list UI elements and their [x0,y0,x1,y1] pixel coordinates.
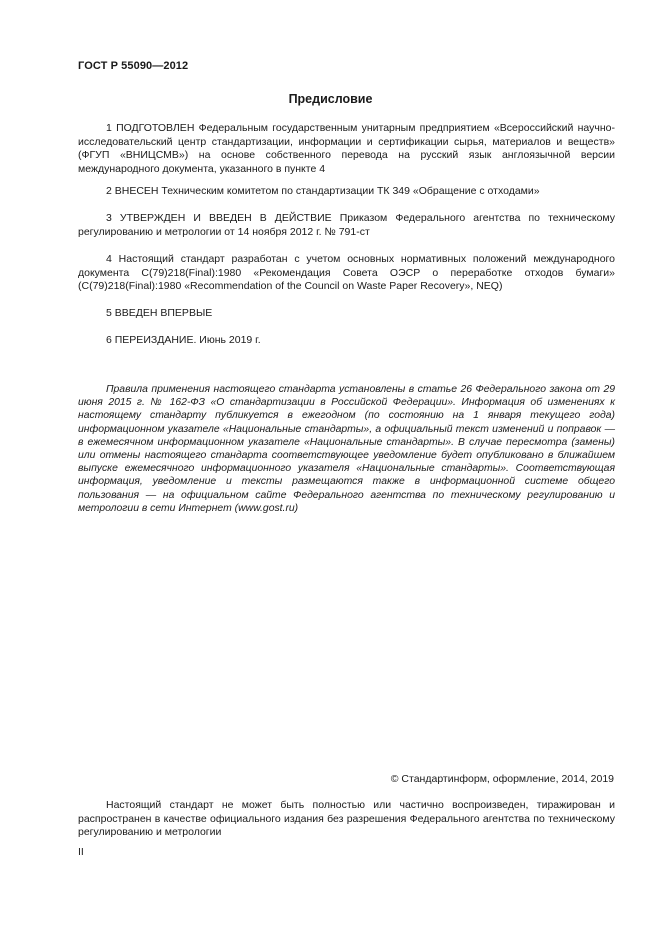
copyright-line: © Стандартинформ, оформление, 2014, 2019 [390,773,614,785]
page-number: II [78,846,84,858]
reproduction-notice: Настоящий стандарт не может быть полностью или частично воспроизведен, тиражирован и распространен в качестве официального издания без разрешения Федерального агентства по техническому регулированию и метрологии [78,799,615,838]
standard-application-notice: Правила применения настоящего стандарта установлены в статье 26 Федерального закона от 29 июня 2015 г. № 162-ФЗ «О стандартизации в Российской Федерации». Информация об изменениях к настоящему стандарту публикуется в ежегодном (по состоянию на 1 января текущего года) информационном указателе «Национальные стандарты», а официальный текст изменений и поправок — в ежемесячном информационном указателе «Национальные стандарты». В случае пересмотра (замены) или отмены настоящего стандарта соответствующее уведомление будет опубликовано в ближайшем выпуске ежемесячного информационного указателя «Национальные стандарты». Соответствующая информация, уведомление и тексты размещаются также в информационной системе общего пользования — на официальном сайте Федерального агентства по техническому регулированию и метрологии в сети Интернет (www.gost.ru) [78,384,615,514]
document-code-header: ГОСТ Р 55090—2012 [78,60,189,72]
foreword-item-3: 3 УТВЕРЖДЕН И ВВЕДЕН В ДЕЙСТВИЕ Приказом Федерального агентства по техническому регулированию и метрологии от 14 ноября 2012 г. № 791-ст [78,212,615,238]
foreword-item-2: 2 ВНЕСЕН Техническим комитетом по стандартизации ТК 349 «Обращение с отходами» [106,185,540,197]
foreword-item-5: 5 ВВЕДЕН ВПЕРВЫЕ [106,307,213,319]
foreword-item-1: 1 ПОДГОТОВЛЕН Федеральным государственным унитарным предприятием «Всероссийский научно-исследовательский центр стандартизации, информации и сертификации сырья, материалов и веществ» (ФГУП «ВНИЦСМВ») на основе собственного перевода на русский язык англоязычной версии международного документа, указанного в пункте 4 [78,122,615,175]
foreword-item-4: 4 Настоящий стандарт разработан с учетом основных нормативных положений международного документа C(79)218(Final):1980 «Рекомендация Совета ОЭСР о переработке отходов бумаги» (C(79)218(Final):1980 «Recommendation of the Council on Waste Paper Recovery», NEQ) [78,253,615,292]
section-title: Предисловие [288,92,373,106]
foreword-item-6: 6 ПЕРЕИЗДАНИЕ. Июнь 2019 г. [106,334,261,346]
